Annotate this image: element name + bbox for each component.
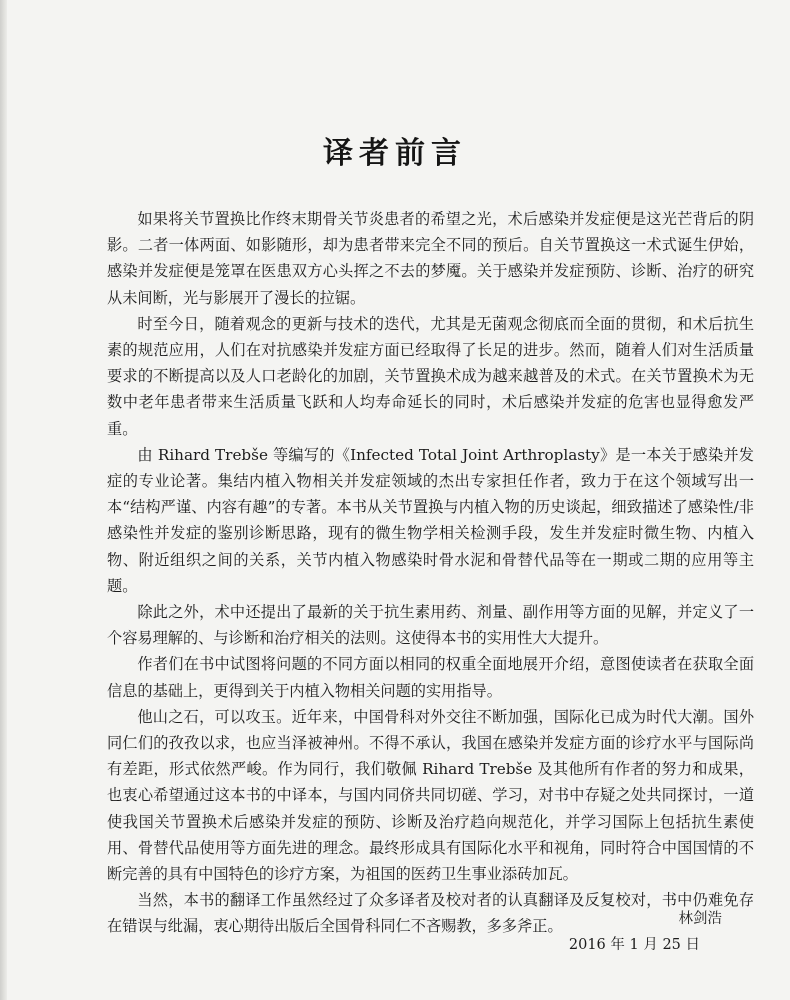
preface-body <box>107 206 754 940</box>
paragraph-7: 当然，本书的翻译工作虽然经过了众多译者及校对者的认真翻译及反复校对，书中仍难免存在错误与纰漏，衷心期待出版后全国骨科同仁不吝赐教，多多斧正。 <box>107 891 754 936</box>
signature-date: 2016 年 1 月 25 日 <box>568 937 700 953</box>
paragraph-3: 由 Rihard Trebše 等编写的《Infected Total Joint Arthroplasty》是一本关于感染并发症的专业论著。集结内植入物相关并发症领域的杰出专家担任作者，致力于在这个领域写出一本“结构严谨、内容有趣”的专著。本书从关节置换与内植入物的历史谈起，细致描述了感染性/非感染性并发症的鉴别诊断思路，现有的微生物学相关检测手段，发生并发症时微生物、内植入物、附近组织之间的关系，关节内植入物感染时骨水泥和骨替代品等在一期或二期的应用等主题。 <box>107 445 754 595</box>
paragraph-6: 他山之石，可以攻玉。近年来，中国骨科对外交往不断加强，国际化已成为时代大潮。国外同仁们的孜孜以求，也应当泽被神州。不得不承认，我国在感染并发症方面的诊疗水平与国际尚有差距，形式依然严峻。作为同行，我们敬佩 Rihard Trebše 及其他所有作者的努力和成果，也衷心希望通过这本书的中译本，与国内同侪共同切磋、学习，对书中存疑之处共同探讨，一道使我国关节置换术后感染并发症的预防、诊断及治疗趋向规范化，并学习国际上包括抗生素使用、骨替代品使用等方面先进的理念。最终形成具有国际化水平和视角，同时符合中国国情的不断完善的具有中国特色的诊疗方案，为祖国的医药卫生事业添砖加瓦。 <box>107 707 754 884</box>
paragraph-5: 作者们在书中试图将问题的不同方面以相同的权重全面地展开介绍，意图使读者在获取全面信息的基础上，更得到关于内植入物相关问题的实用指导。 <box>107 655 754 700</box>
translator-signature: 林剑浩 <box>678 911 722 927</box>
paragraph-2: 时至今日，随着观念的更新与技术的迭代，尤其是无菌观念彻底而全面的贯彻，和术后抗生素的规范应用，人们在对抗感染并发症方面已经取得了长足的进步。然而，随着人们对生活质量要求的不断提高以及人口老龄化的加剧，关节置换术成为越来越普及的术式。在关节置换术为无数中老年患者带来生活质量飞跃和人均寿命延长的同时，术后感染并发症的危害也显得愈发严重。 <box>107 314 754 438</box>
page-title: 译者前言 <box>323 136 467 172</box>
paragraph-1: 如果将关节置换比作终末期骨关节炎患者的希望之光，术后感染并发症便是这光芒背后的阴影。二者一体两面、如影随形，却为患者带来完全不同的预后。自关节置换这一术式诞生伊始，感染并发症便是笼罩在医患双方心头挥之不去的梦魇。关于感染并发症预防、诊断、治疗的研究从未间断，光与影展开了漫长的拉锯。 <box>107 210 754 307</box>
paragraph-4: 除此之外，术中还提出了最新的关于抗生素用药、剂量、副作用等方面的见解，并定义了一个容易理解的、与诊断和治疗相关的法则。这使得本书的实用性大大提升。 <box>107 603 754 648</box>
